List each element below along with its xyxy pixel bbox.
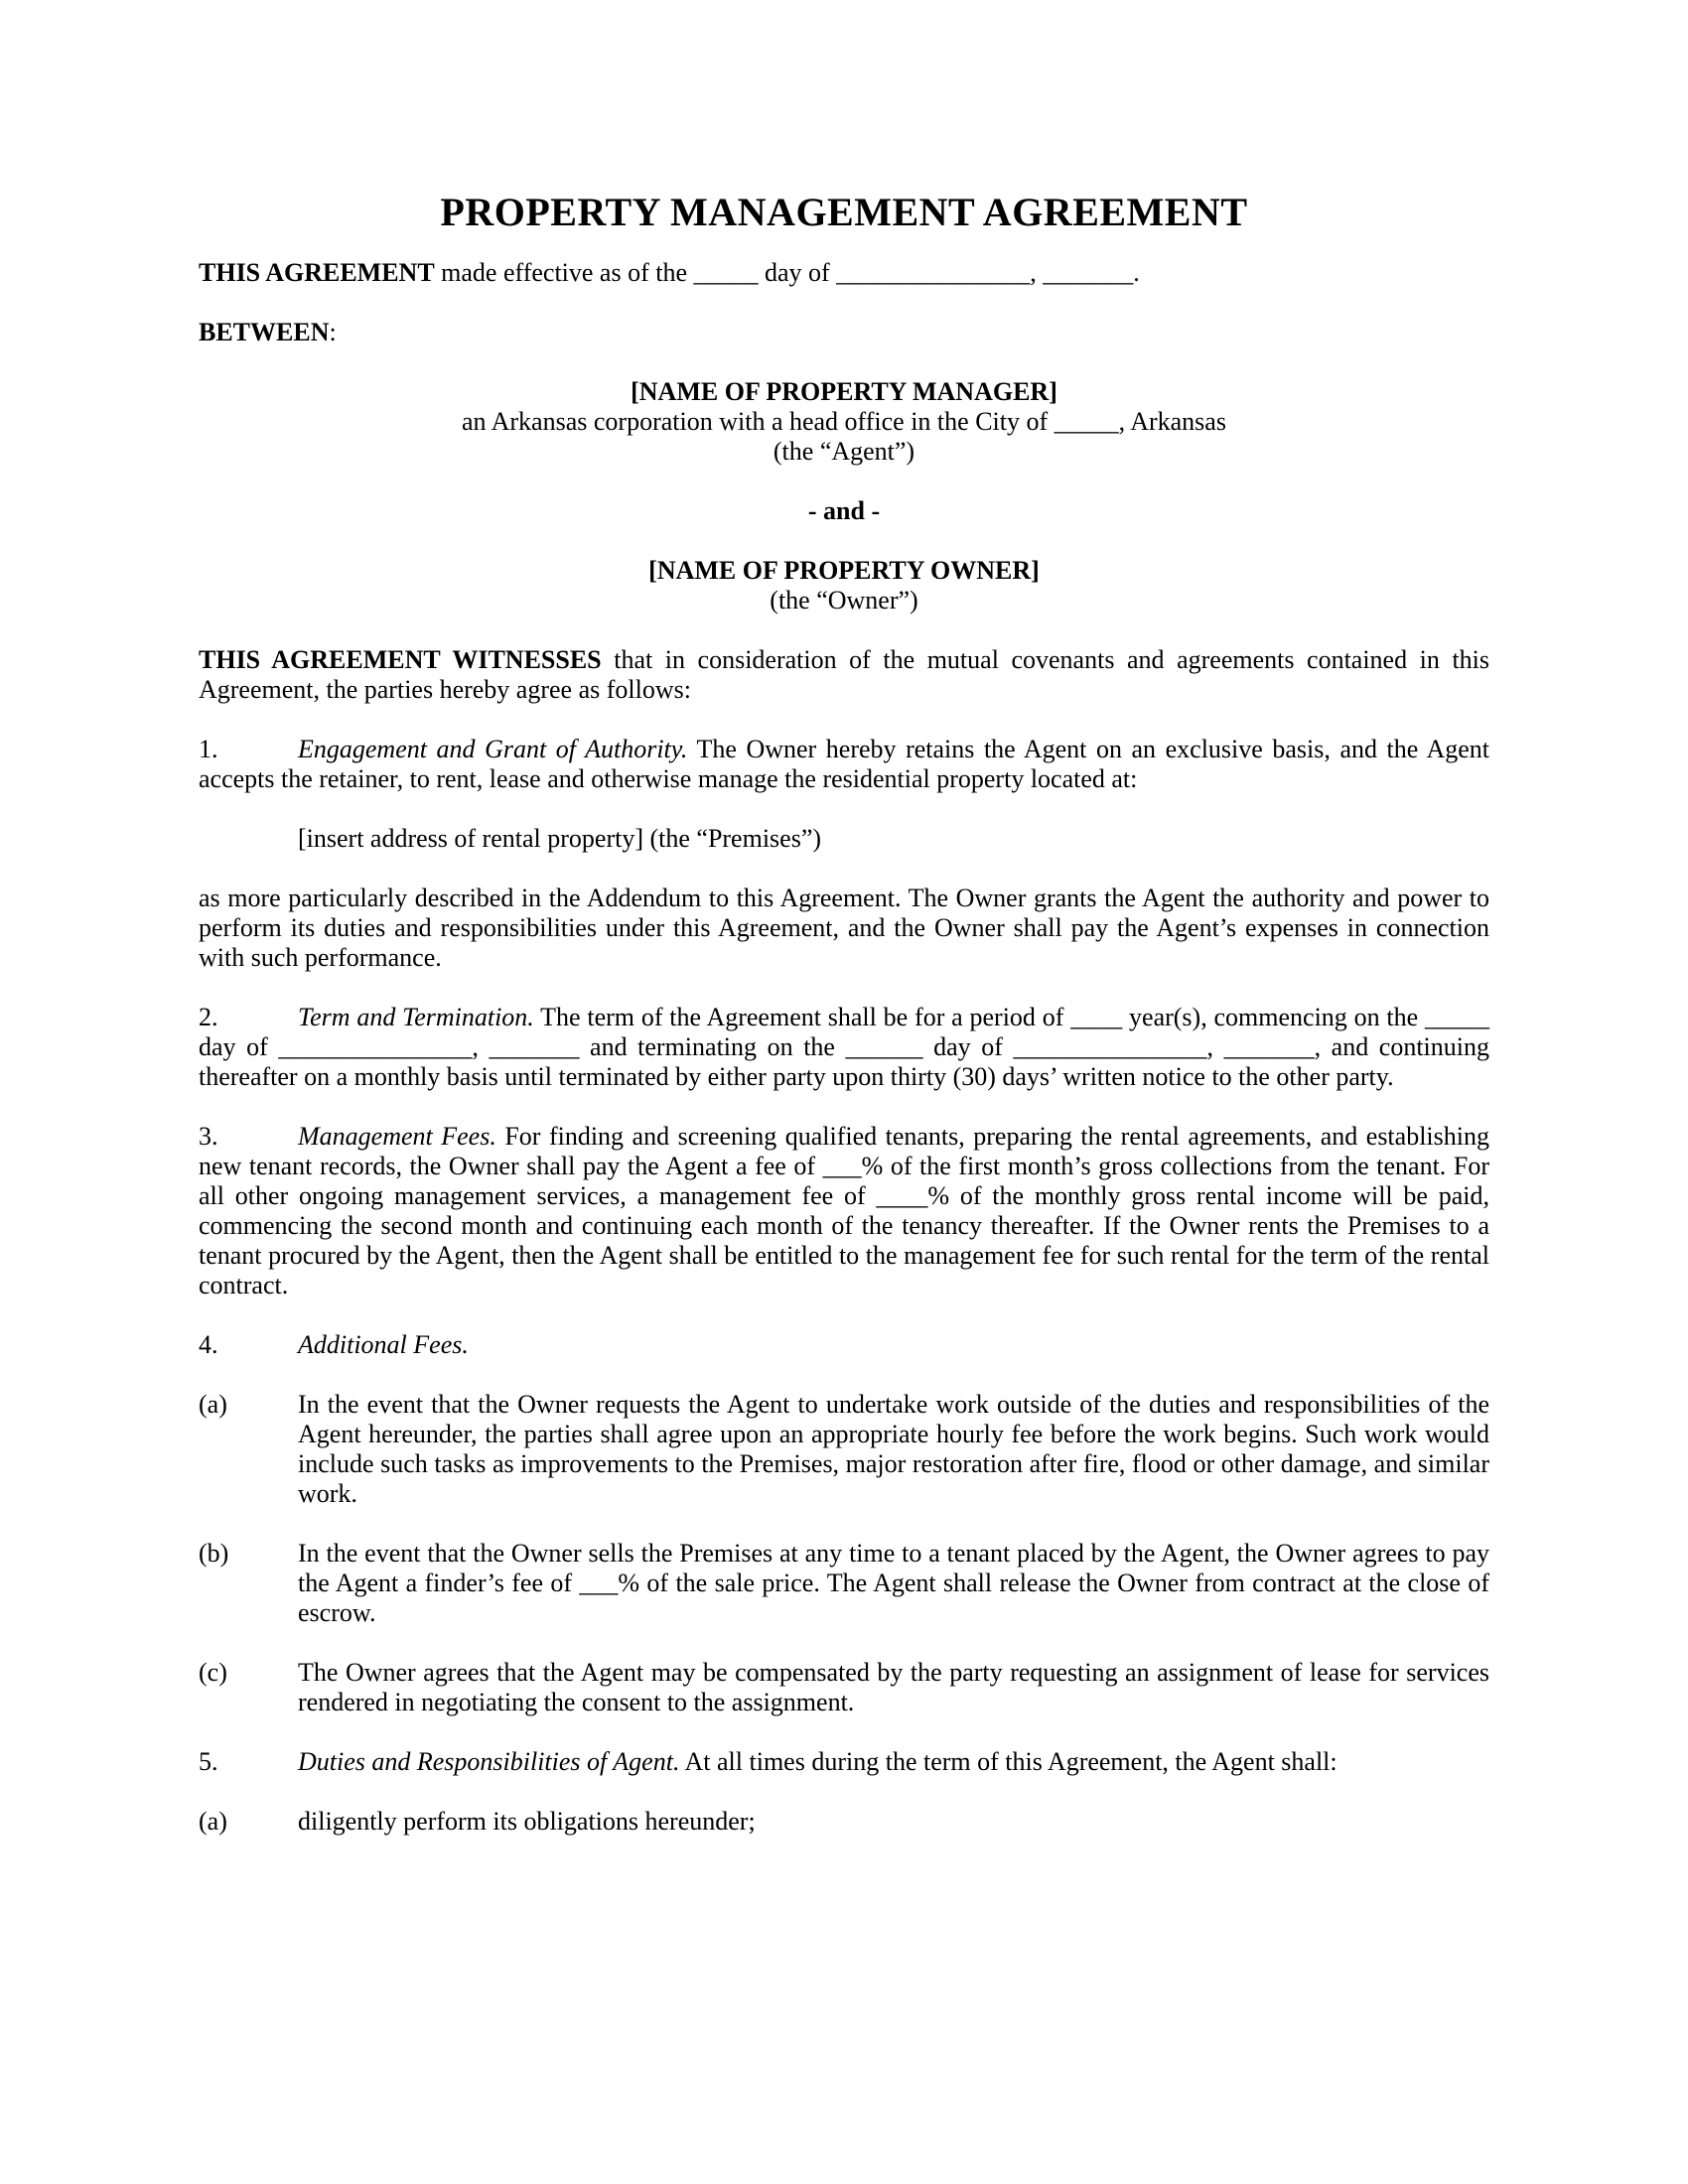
clause-1-text: The Owner hereby retains the Agent on an exclusive basis, and the Agent accepts the retainer, to rent, lease and otherwise manage the residential property located at: — [199, 735, 1489, 793]
clause-1-number: 1. — [199, 735, 218, 763]
clause-4-item-b-label: (b) — [199, 1539, 229, 1568]
clause-5-heading: Duties and Responsibilities of Agent. — [298, 1747, 680, 1776]
intro-lead: THIS AGREEMENT — [199, 258, 435, 287]
clause-4-number: 4. — [199, 1330, 218, 1359]
clause-4-item-b — [199, 1539, 1489, 1628]
clause-3-text: For finding and screening qualified tenants, preparing the rental agreements, and establishing new tenant records, the Owner shall pay the Agent a fee of ___% of the first month’s gross collections from the tenant. For all other ongoing management services, a management fee of ____% of the monthly gross rental income will be paid, commencing the second month and continuing each month of the tenancy thereafter. If the Owner rents the Premises to a tenant procured by the Agent, then the Agent shall be entitled to the management fee for such rental for the term of the rental contract. — [199, 1122, 1489, 1299]
clause-5 — [199, 1747, 1489, 1777]
clause-4-item-c-text: The Owner agrees that the Agent may be compensated by the party requesting an assignment of lease for services rendered in negotiating the consent to the assignment. — [298, 1658, 1489, 1716]
clause-4-item-a-text: In the event that the Owner requests the Agent to undertake work outside of the duties and responsibilities of the Agent hereunder, the parties shall agree upon an appropriate hourly fee before the work begins. Such work would include such tasks as improvements to the Premises, major restoration after fire, flood or other damage, and similar work. — [298, 1390, 1489, 1508]
owner-name: [NAME OF PROPERTY OWNER] — [648, 556, 1040, 585]
premises-line: [insert address of rental property] (the “Premises”) — [298, 824, 822, 853]
manager-description: an Arkansas corporation with a head office in the City of _____, Arkansas — [462, 407, 1226, 436]
parties-separator: - and - — [807, 496, 881, 525]
document-title: PROPERTY MANAGEMENT AGREEMENT — [440, 190, 1248, 234]
clause-2 — [199, 1003, 1489, 1092]
between-punctuation: : — [329, 318, 337, 346]
clause-1-continued: as more particularly described in the Addendum to this Agreement. The Owner grants the Agent the authority and power to perform its duties and responsibilities under this Agreement, and the Owner shall pay the Agent’s expenses in connection with such performance. — [199, 884, 1489, 972]
clause-4-item-a — [199, 1390, 1489, 1509]
clause-2-heading: Term and Termination. — [298, 1003, 534, 1031]
clause-4-item-a-label: (a) — [199, 1390, 227, 1419]
clause-4-item-c — [199, 1658, 1489, 1717]
witness-text: that in consideration of the mutual covenants and agreements contained in this Agreement, the parties hereby agree as follows: — [199, 645, 1490, 704]
party-manager-block — [199, 377, 1489, 467]
owner-alias: (the “Owner”) — [770, 586, 918, 614]
clause-3-heading: Management Fees. — [298, 1122, 496, 1151]
clause-4 — [199, 1330, 1489, 1360]
clause-5-number: 5. — [199, 1747, 218, 1776]
clause-5-item-a-label: (a) — [199, 1807, 227, 1836]
clause-5-item-a — [199, 1807, 1489, 1837]
between-word: BETWEEN — [199, 318, 330, 346]
clause-1 — [199, 735, 1489, 794]
clause-5-text: At all times during the term of this Agreement, the Agent shall: — [679, 1747, 1337, 1776]
clause-4-heading: Additional Fees. — [298, 1330, 469, 1359]
clause-5-item-a-text: diligently perform its obligations hereunder; — [298, 1807, 756, 1836]
clause-3 — [199, 1122, 1489, 1300]
clause-4-item-b-text: In the event that the Owner sells the Premises at any time to a tenant placed by the Agent, the Owner agrees to pay the Agent a finder’s fee of ___% of the sale price. The Agent shall release the Owner from contract at the close of escrow. — [298, 1539, 1489, 1627]
manager-name: [NAME OF PROPERTY MANAGER] — [631, 377, 1057, 406]
intro-text: made effective as of the _____ day of _______________, _______. — [434, 258, 1140, 287]
witness-lead: THIS AGREEMENT WITNESSES — [199, 645, 602, 674]
manager-alias: (the “Agent”) — [773, 437, 915, 466]
witness-paragraph — [199, 645, 1489, 705]
intro-paragraph — [199, 258, 1489, 288]
clause-2-number: 2. — [199, 1003, 218, 1031]
clause-2-text: The term of the Agreement shall be for a period of ____ year(s), commencing on the _____ day of _______________, _______ and terminating on the ______ day of _______________, _______, and continuing thereafter on a monthly basis until terminated by either party upon thirty (30) days’ written notice to the other party. — [199, 1003, 1489, 1091]
clause-1-heading: Engagement and Grant of Authority. — [298, 735, 688, 763]
party-owner-block — [199, 556, 1489, 615]
clause-4-item-c-label: (c) — [199, 1658, 227, 1687]
between-label — [199, 318, 1489, 347]
clause-3-number: 3. — [199, 1122, 218, 1151]
